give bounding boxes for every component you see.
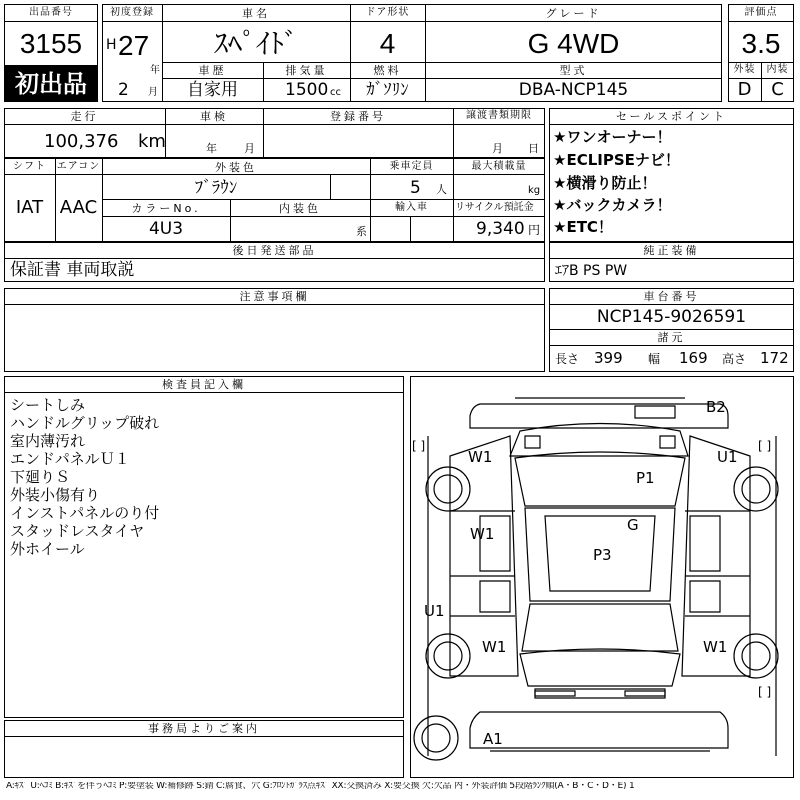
- height-label: 高さ: [722, 352, 747, 366]
- car-name: ｽﾍﾟｲﾄﾞ: [213, 28, 298, 59]
- shift-label: シフト: [13, 161, 46, 172]
- inspector-line: ハンドルグリップ破れ: [10, 414, 160, 432]
- inspection-month-unit: 月: [244, 142, 255, 155]
- int-color-unit: 系: [356, 225, 367, 238]
- bracket-left: [ ]: [412, 439, 426, 453]
- later-parts: 保証書 車両取説: [10, 260, 135, 280]
- first-reg-label: 初度登録: [110, 7, 154, 18]
- legend: A:ｷｽﾞ U:ﾍｺﾐ B:ｷｽﾞを伴うﾍｺﾐ P:要塗装 W:補修跡 S:錆 C:腐食、穴 G:ﾌﾛﾝﾄｶﾞﾗｽ点ｷｽﾞ XX:交換済み X:要交換 欠:欠品 内・外装評価 5段階ﾗﾝｸ順(A・B・C・D・E) 1: [6, 782, 635, 791]
- recycle: 9,340: [476, 219, 525, 239]
- door-label: ドア形状: [365, 7, 410, 18]
- mileage: 100,376: [44, 131, 119, 152]
- shift: IAT: [15, 197, 44, 218]
- inspector-line: 外装小傷有り: [10, 486, 101, 504]
- equipment: ｴｱB PS PW: [555, 263, 628, 279]
- mark-g: G: [627, 516, 639, 534]
- interior-label: 内装: [766, 64, 789, 75]
- history-label: 車歴: [198, 64, 227, 77]
- sales-point: ★ETC！: [553, 218, 613, 236]
- rear-outline: [520, 649, 680, 686]
- inspector-line: シートしみ: [10, 396, 86, 414]
- reg-year-unit: 年: [150, 65, 160, 76]
- later-parts-label: 後日発送部品: [232, 244, 317, 257]
- mileage-unit: km: [138, 131, 166, 152]
- model: DBA-NCP145: [518, 80, 629, 100]
- chassis-label: 車台番号: [643, 290, 700, 303]
- displacement-label: 排気量: [285, 64, 328, 77]
- car-name-label: 車名: [242, 7, 270, 20]
- inspector-line: 室内薄汚れ: [10, 432, 86, 450]
- load-unit: kg: [528, 185, 541, 196]
- lot-number-label: 出品番号: [29, 7, 73, 18]
- first-listing-badge: 初出品: [4, 66, 98, 102]
- inspection-year-unit: 年: [206, 142, 217, 155]
- grade: G 4WD: [527, 28, 620, 59]
- width-label: 幅: [648, 352, 661, 366]
- transfer-month-unit: 月: [492, 142, 503, 155]
- inspector-line: インストパネルのり付: [10, 504, 160, 522]
- front-left-wheel-icon: [426, 467, 470, 511]
- grade-label: グレード: [545, 7, 602, 20]
- office-label: 事務局よりご案内: [148, 722, 260, 735]
- inspector-line: 下廻りＳ: [10, 468, 71, 486]
- displacement: 1500: [285, 80, 329, 100]
- inspector-line: 外ホイール: [10, 540, 85, 558]
- recycle-unit: 円: [528, 223, 541, 237]
- score-label: 評価点: [744, 7, 778, 18]
- front-right-wheel-icon: [734, 467, 778, 511]
- bracket-right: [ ]: [758, 439, 772, 453]
- history: 自家用: [187, 80, 238, 100]
- rear-bumper-outline: [470, 712, 728, 748]
- mark-w1-mid-left: W1: [470, 525, 495, 543]
- mark-u1-left: U1: [424, 602, 445, 620]
- chassis-number: NCP145-9026591: [596, 307, 747, 327]
- sales-point: ★ワンオーナー！: [553, 128, 672, 146]
- transfer-deadline-label: 譲渡書類期限: [466, 110, 532, 121]
- interior-grade: C: [771, 79, 784, 100]
- ext-color: ﾌﾞﾗｳﾝ: [194, 178, 238, 198]
- exterior-grade: D: [737, 79, 752, 100]
- inspector-label: 検査員記入欄: [162, 378, 246, 391]
- exterior-label: 外装: [733, 64, 756, 75]
- color-no-label: カラーNo.: [131, 202, 201, 215]
- score: 3.5: [741, 28, 781, 59]
- front-bumper-outline: [470, 404, 728, 428]
- sales-point: ★バックカメラ！: [553, 196, 672, 214]
- era: H: [106, 37, 117, 53]
- mark-p1: P1: [636, 469, 655, 487]
- notes-label: 注意事項欄: [239, 290, 310, 303]
- mark-a1: A1: [483, 730, 503, 748]
- reg-month: 2: [118, 80, 129, 100]
- sales-point: ★横滑り防止！: [553, 174, 657, 192]
- fuel-label: 燃料: [373, 64, 402, 77]
- import-label: 輸入車: [395, 202, 428, 213]
- length: 399: [594, 349, 623, 367]
- sales-points-label: セールスポイント: [615, 110, 727, 123]
- rear-right-wheel-icon: [734, 634, 778, 678]
- ac-label: エアコン: [56, 161, 101, 172]
- ext-color-label: 外装色: [215, 161, 257, 174]
- reg-month-unit: 月: [148, 87, 158, 98]
- load-label: 最大積載量: [471, 161, 527, 172]
- door: 4: [379, 28, 396, 59]
- height: 172: [760, 349, 789, 367]
- capacity-unit: 人: [436, 183, 447, 196]
- color-no: 4U3: [148, 219, 184, 239]
- mark-w1-rear-left: W1: [482, 638, 507, 656]
- reg-number-label: 登録番号: [330, 110, 386, 123]
- capacity-label: 乗車定員: [389, 161, 434, 172]
- mark-b2: B2: [706, 398, 726, 416]
- lot-number: 3155: [19, 28, 83, 59]
- equipment-label: 純正装備: [643, 244, 700, 257]
- spare-wheel-icon: [414, 716, 458, 760]
- width: 169: [679, 349, 708, 367]
- transfer-day-unit: 日: [528, 142, 539, 155]
- car-damage-diagram: [410, 376, 794, 778]
- recycle-label: リサイクル預託金: [455, 202, 534, 213]
- inspector-line: スタッドレスタイヤ: [10, 522, 145, 540]
- windshield-outline: [515, 452, 685, 506]
- capacity: 5: [410, 178, 421, 198]
- rear-left-wheel-icon: [426, 634, 470, 678]
- inspector-line: エンドパネルＵ１: [10, 450, 130, 468]
- mark-w1-front-left: W1: [468, 448, 493, 466]
- displacement-unit: cc: [330, 87, 341, 98]
- bracket-rear-right: [ ]: [758, 685, 772, 699]
- model-label: 型式: [559, 64, 588, 77]
- mileage-label: 走行: [70, 110, 99, 123]
- ac: AAC: [59, 197, 98, 218]
- mark-w1-rear-right: W1: [703, 638, 728, 656]
- inspection-label: 車検: [200, 110, 228, 123]
- reg-year: 27: [118, 30, 150, 61]
- length-label: 長さ: [555, 352, 580, 366]
- fuel: ｶﾞｿﾘﾝ: [366, 80, 409, 100]
- int-color-label: 内装色: [279, 202, 321, 215]
- sales-point: ★ECLIPSEナビ！: [553, 151, 680, 169]
- mark-p3: P3: [593, 546, 612, 564]
- mark-u1-front-right: U1: [717, 448, 738, 466]
- dims-label: 諸元: [657, 331, 686, 344]
